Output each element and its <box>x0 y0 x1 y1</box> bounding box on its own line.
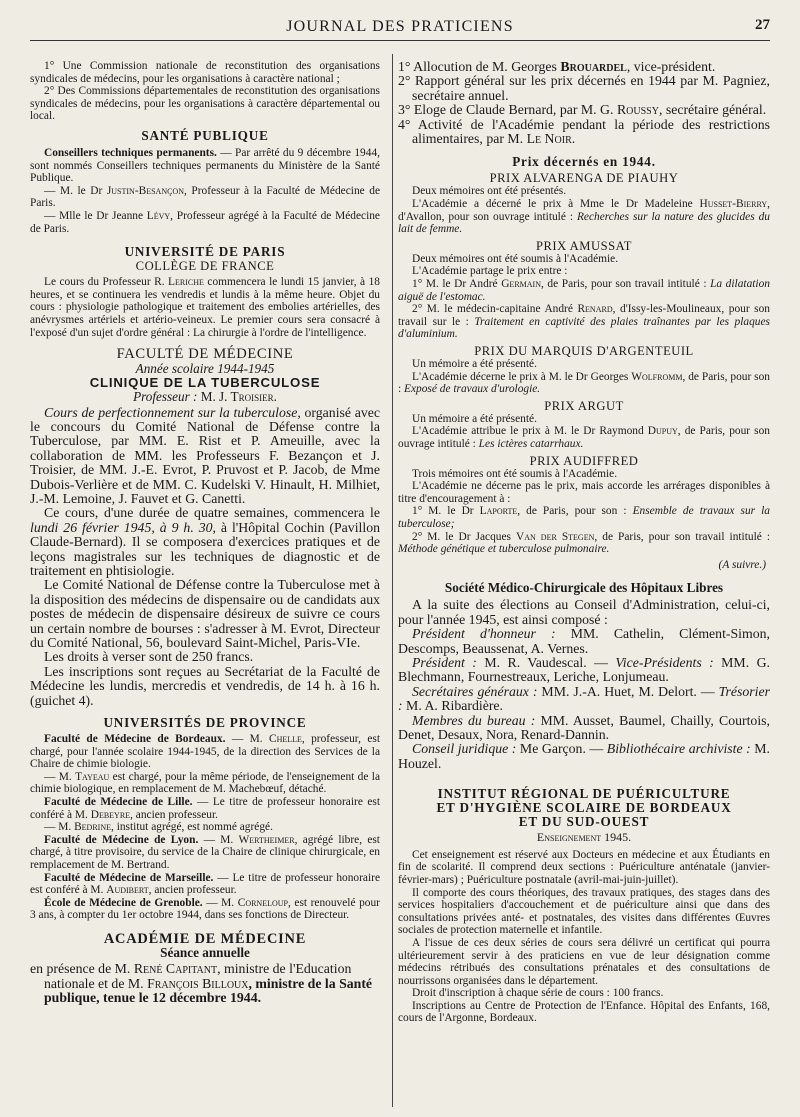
argut-line-2: L'Académie attribue le prix à M. le Dr Raymond Dupuy, de Paris, pour son ouvrage intitulé : Les ictères catarrhaux. <box>398 425 771 450</box>
sante-paragraph: Conseillers techniques permanents. — Par arrêté du 9 décembre 1944, sont nommés Conseillers techniques permanents du Ministère de la Santé Publique. <box>30 146 380 185</box>
inscriptions-paragraph: Les inscriptions sont reçues au Secrétariat de la Faculté de Médecine les lundis, mercredis et vendredis, de 14 h. à 16 h. (guichet 4). <box>30 663 380 708</box>
cours-paragraph: Cours de perfectionnement sur la tuberculose, organisé avec le concours du Comité National de Défense contre la Tuberculose, par MM. E. Rist et P. Ameuille, avec la collaboration de MM. les Professeurs F. Bezançon et J. Troisier, de MM. J.-E. Evrot, P. Pruvost et P. Jacob, de Mme Dubois-Verlière et de MM. C. Kudelski V. Hinault, H. Milhiet, J.-M. Lemoine, J. Fauvet et G. Canetti. <box>30 404 381 506</box>
societe-membres: Membres du bureau : MM. Ausset, Baumel, Chailly, Courtois, Denet, Desaux, Nora, Renard-Dannin. <box>398 712 770 742</box>
audiffred-line-4: 2° M. le Dr Jacques Van der Stegen, de Paris, pour son travail intitulé : Méthode génétique et tuberculose pulmonaire. <box>398 530 770 556</box>
amussat-line-1: Deux mémoires ont été soumis à l'Académie. <box>412 252 619 265</box>
societe-heading: Société Médico-Chirurgicale des Hôpitaux Libres <box>444 580 724 596</box>
institut-paragraph-3: A l'issue de ces deux séries de cours sera délivré un certificat qui pourra ultérieurement servir à des praticiens en vue de leur désignation comme médecins rétribués des consultations prénatales et des consultations de nourrissons organisées dans le département. <box>398 936 770 987</box>
institut-title-3: ET DU SUD-OUEST <box>518 814 650 830</box>
sante-paragraph-3: — Mlle le Dr Jeanne Lévy, Professeur agrégé à la Faculté de Médecine de Paris. <box>30 209 380 235</box>
institut-paragraph-5: Inscriptions au Centre de Protection de l'Enfance. Hôpital des Enfants, 168, cours de l'Argonne, Bordeaux. <box>398 999 770 1025</box>
sante-lead: Conseillers techniques permanents. <box>44 146 217 159</box>
societe-president: Président : M. R. Vaudescal. — Vice-Présidents : MM. G. Blechmann, Fournestreaux, Leriche, Lonjumeau. <box>398 654 770 685</box>
lille-paragraph: Faculté de Médecine de Lille. — Le titre de professeur honoraire est conféré à M. Debeyre, ancien professeur. <box>30 796 380 821</box>
prix-heading: Prix décernés en 1944. <box>512 154 656 170</box>
right-column <box>398 60 770 1025</box>
college-france-heading: COLLÈGE DE FRANCE <box>135 259 275 274</box>
prix-amussat-heading: PRIX AMUSSAT <box>536 238 632 253</box>
argut-line-1: Un mémoire a été présenté. <box>412 412 537 425</box>
univ-paris-heading: UNIVERSITÉ DE PARIS <box>124 244 286 260</box>
prix-argenteuil-heading: PRIX DU MARQUIS D'ARGENTEUIL <box>474 343 694 358</box>
societe-president-honneur: Président d'honneur : MM. Cathelin, Clément-Simon, Descomps, Beaussenat, A. Vernes. <box>398 626 770 656</box>
bedrine-paragraph: — M. Bedrine, institut agrégé, est nommé agrégé. <box>44 821 273 834</box>
a-suivre: (A suivre.) <box>718 558 766 571</box>
institut-paragraph-2: Il comporte des cours théoriques, des travaux pratiques, des stages dans des services hospitaliers d'accouchement et de puériculture ainsi que dans des consultations privées anté- et postnatales, des visites dans différentes Œuvres sociales de protection maternelle et infantile. <box>398 886 770 937</box>
audiffred-line-3: 1° M. le Dr Laporte, de Paris, pour son : Ensemble de travaux sur la tuberculose; <box>398 505 770 530</box>
program-item-1: 1° Allocution de M. Georges Brouardel, vice-président. <box>398 59 716 74</box>
argenteuil-line-2: L'Académie décerne le prix à M. le Dr Georges Wolfromm, de Paris, pour son : Exposé de travaux d'urologie. <box>398 370 770 396</box>
societe-secretaires: Secrétaires généraux : MM. J.-A. Huet, M. Delort. — Trésorier : M. A. Ribardière. <box>398 683 770 714</box>
lyon-paragraph: Faculté de Médecine de Lyon. — M. Wertheimer, agrégé libre, est chargé, à titre provisoire, du service de la Chaire de clinique chirurgicale, en remplacement de M. Bertrand. <box>30 833 380 871</box>
annee-scolaire: Année scolaire 1944-1945 <box>135 360 275 376</box>
prix-alvarenga-heading: PRIX ALVARENGA DE PIAUHY <box>489 171 679 186</box>
faculte-heading: FACULTÉ DE MÉDECINE <box>116 346 294 363</box>
clinique-heading: CLINIQUE DE LA TUBERCULOSE <box>89 374 321 390</box>
intro-item-1: 1° Une Commission nationale de reconstitution des organisations syndicales de médecins, pour les organisations à caractère national ; <box>30 60 380 85</box>
intro-item-2: 2° Des Commissions départementales de reconstitution des organisations syndicales de médecins, pour les organisations à caractère départemental ou local. <box>30 85 380 123</box>
seance-annuelle: Séance annuelle <box>160 945 250 961</box>
societe-conseil: Conseil juridique : Me Garçon. — Bibliothécaire archiviste : M. Houzel. <box>398 741 770 771</box>
enseignement-1945: Enseignement 1945. <box>536 830 632 845</box>
grenoble-paragraph: École de Médecine de Grenoble. — M. Corneloup, est renouvelé pour 3 ans, à compter du 1er octobre 1944, dans ses fonctions de Directeur. <box>30 896 380 922</box>
institut-paragraph-4: Droit d'inscription à chaque série de cours : 100 francs. <box>412 987 664 1000</box>
sante-paragraph-2: — M. le Dr Justin-Besançon, Professeur à la Faculté de Médecine de Paris. <box>30 184 381 210</box>
duree-paragraph: Ce cours, d'une durée de quatre semaines, commencera le lundi 26 février 1945, à 9 h. 30, à l'Hôpital Cochin (Pavillon Claude-Bernard). Il se composera d'exercices pratiques et de leçons magistrales sur les techniques de diagnostic et de traitement en phtisiologie. <box>30 505 380 578</box>
bordeaux-paragraph: Faculté de Médecine de Bordeaux. — M. Chelle, professeur, est chargé, pour l'année scolaire 1944-1945, de la direction des Services de la Chaire de chimie biologie. <box>30 733 380 771</box>
amussat-line-4: 2° M. le médecin-capitaine André Renard, d'Issy-les-Moulineaux, pour son travail sur le : Traitement en captivité des plaies traînantes par les plaques d'aluminium. <box>398 303 770 341</box>
institut-paragraph-1: Cet enseignement est réservé aux Docteurs en médecine et aux Étudiants en fin de scolarité. Il comprend deux sections : Puériculture anténatale (janvier-février-mars) ; Puériculture postnatale (avril-mai-juin-juillet). <box>398 848 770 886</box>
prix-audiffred-heading: PRIX AUDIFFRED <box>529 453 639 468</box>
academie-heading: ACADÉMIE DE MÉDECINE <box>103 930 307 947</box>
column-divider <box>392 54 393 1107</box>
province-heading: UNIVERSITÉS DE PROVINCE <box>103 715 307 731</box>
academie-presence: en présence de M. René Capitant, ministre de l'Education nationale et de M. François Billoux, ministre de la Santé publique, tenue le 12 décembre 1944. <box>30 961 373 1006</box>
alvarenga-line-2: L'Académie a décerné le prix à Mme le Dr Madeleine Husset-Bierry, d'Avallon, pour son ouvrage intitulé : Recherches sur la nature des glucides du lait de femme. <box>398 198 770 236</box>
prix-argut-heading: PRIX ARGUT <box>544 398 624 413</box>
audiffred-line-2: L'Académie ne décerne pas le prix, mais accorde les arrérages disponibles à titre d'encouragement à : <box>398 480 770 505</box>
sante-heading: SANTÉ PUBLIQUE <box>141 127 269 143</box>
professeur-line: Professeur : M. J. Troisier. <box>133 388 277 404</box>
institut-title-1: INSTITUT RÉGIONAL DE PUÉRICULTURE <box>437 786 731 802</box>
institut-title-2: ET D'HYGIÈNE SCOLAIRE DE BORDEAUX <box>436 800 732 816</box>
program-item-2: 2° Rapport général sur les prix décernés en 1944 par M. Pagniez, secrétaire annuel. <box>398 73 770 103</box>
page-header <box>30 14 770 41</box>
page-number: 27 <box>755 17 770 33</box>
college-paragraph: Le cours du Professeur R. Leriche commencera le lundi 15 janvier, à 18 heures, et se continuera les vendredis et lundis à la même heure. Objet du cours : physiologie pathologique et traitement des embolies artérielles, des anévrysmes artériels et artério-veineux. Le premier cours sera consacré à l'exposé d'un sujet d'ordre général : La chirurgie à l'ordre de l'intelligence. <box>30 276 380 339</box>
journal-title: JOURNAL DES PRATICIENS <box>286 18 514 35</box>
left-column <box>30 60 380 1006</box>
argenteuil-line-1: Un mémoire a été présenté. <box>412 357 537 370</box>
audiffred-line-1: Trois mémoires ont été soumis à l'Académie. <box>412 467 618 480</box>
institut-heading <box>398 787 770 829</box>
droits-paragraph: Les droits à verser sont de 250 francs. <box>44 649 254 665</box>
amussat-line-2: L'Académie partage le prix entre : <box>412 265 568 278</box>
program-item-3: 3° Eloge de Claude Bernard, par M. G. Roussy, secrétaire général. <box>398 102 767 118</box>
alvarenga-line-1: Deux mémoires ont été présentés. <box>412 185 567 198</box>
tayeau-paragraph: — M. Tayeau est chargé, pour la même période, de l'enseignement de la chimie biologique, en remplacement de M. Machebœuf, détaché. <box>30 770 380 796</box>
societe-intro: A la suite des élections au Conseil d'Administration, celui-ci, pour l'année 1945, est ainsi composé : <box>398 597 770 627</box>
program-item-4: 4° Activité de l'Académie pendant la période des restrictions alimentaires, par M. Le Noir. <box>398 116 770 147</box>
comite-paragraph: Le Comité National de Défense contre la Tuberculose met à la disposition des médecins de dispensaire ou de candidats aux postes de médecin de dispensaire désireux de suivre ce cours un certain nombre de bourses : s'adresser à M. Evrot, Directeur du Comité National, 56, boulevard Saint-Michel, Paris-VIe. <box>30 577 380 650</box>
marseille-paragraph: Faculté de Médecine de Marseille. — Le titre de professeur honoraire est conféré à M. Audibert, ancien professeur. <box>30 871 380 897</box>
amussat-line-3: 1° M. le Dr André Germain, de Paris, pour son travail intitulé : La dilatation aiguë de l'estomac. <box>398 278 770 303</box>
